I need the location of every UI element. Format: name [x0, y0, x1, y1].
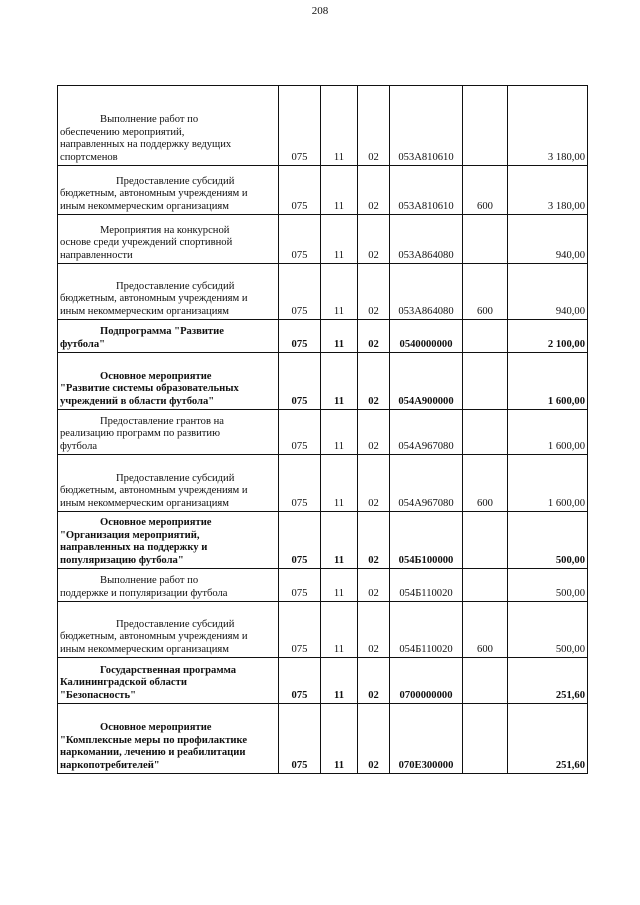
cell-section: 11: [321, 264, 358, 320]
cell-name: [58, 569, 279, 602]
cell-ministry: 075: [279, 353, 321, 410]
cell-name: [58, 320, 279, 353]
name-line: Подпрограмма "Развитие: [100, 326, 224, 337]
budget-table-body: [58, 86, 588, 774]
cell-ministry: 075: [279, 86, 321, 166]
name-line: "Развитие системы образовательных: [60, 383, 239, 394]
table-row: [58, 86, 588, 166]
cell-name: [58, 455, 279, 512]
cell-expense-type: [463, 512, 508, 569]
cell-section: 11: [321, 658, 358, 704]
cell-ministry: 075: [279, 166, 321, 215]
budget-table: [57, 85, 588, 774]
cell-section: 11: [321, 353, 358, 410]
name-line: поддержке и популяризации футбола: [60, 587, 228, 599]
name-line: реализацию программ по развитию: [60, 428, 221, 439]
table-row: [58, 264, 588, 320]
cell-section: 11: [321, 410, 358, 455]
cell-expense-type: [463, 86, 508, 166]
page-number: 208: [311, 5, 329, 17]
name-line: основе среди учреждений спортивной: [60, 237, 233, 248]
cell-amount: 940,00: [508, 264, 588, 320]
cell-expense-type: [463, 215, 508, 264]
cell-expense-type: [463, 353, 508, 410]
table-row: [58, 569, 588, 602]
cell-target-article: 053А810610: [390, 86, 463, 166]
cell-section: 11: [321, 166, 358, 215]
name-line: бюджетным, автономным учреждениям и: [60, 631, 248, 642]
name-line: Предоставление грантов на: [100, 415, 224, 427]
name-line: Основное мероприятие: [100, 722, 212, 733]
cell-target-article: 054Б110020: [390, 569, 463, 602]
cell-expense-type: 600: [463, 166, 508, 215]
cell-target-article: 054А967080: [390, 410, 463, 455]
cell-target-article: 053А864080: [390, 215, 463, 264]
name-line: спортсменов: [60, 151, 118, 163]
table-row: [58, 704, 588, 774]
name-line: Выполнение работ по: [100, 114, 199, 125]
cell-ministry: 075: [279, 658, 321, 704]
name-line: Предоставление субсидий: [116, 472, 235, 484]
cell-expense-type: 600: [463, 455, 508, 512]
cell-ministry: 075: [279, 320, 321, 353]
name-line: "Организация мероприятий,: [60, 529, 200, 541]
name-line: Мероприятия на конкурсной: [100, 224, 230, 236]
name-line: иным некоммерческим организациям: [60, 643, 229, 655]
cell-name: [58, 86, 279, 166]
name-line: Предоставление субсидий: [116, 280, 235, 292]
table-row: [58, 455, 588, 512]
table-row: [58, 410, 588, 455]
cell-expense-type: [463, 658, 508, 704]
cell-target-article: 070Е300000: [390, 704, 463, 774]
cell-ministry: 075: [279, 410, 321, 455]
name-line: Государственная программа: [100, 664, 237, 676]
cell-amount: 1 600,00: [508, 410, 588, 455]
name-line: Предоставление субсидий: [116, 175, 235, 187]
cell-name: [58, 264, 279, 320]
cell-section: 11: [321, 512, 358, 569]
name-line: учреждений в области футбола": [60, 395, 215, 407]
name-line: футбола": [60, 338, 106, 350]
cell-amount: 1 600,00: [508, 353, 588, 410]
cell-amount: 940,00: [508, 215, 588, 264]
cell-target-article: 0540000000: [390, 320, 463, 353]
cell-target-article: 054А967080: [390, 455, 463, 512]
cell-ministry: 075: [279, 455, 321, 512]
cell-section: 11: [321, 86, 358, 166]
cell-name: [58, 602, 279, 658]
name-line: бюджетным, автономным учреждениям и: [60, 293, 248, 304]
cell-name: [58, 353, 279, 410]
cell-subsection: 02: [358, 166, 390, 215]
name-line: направленных на поддержку ведущих: [60, 139, 232, 150]
cell-amount: 3 180,00: [508, 166, 588, 215]
cell-subsection: 02: [358, 353, 390, 410]
cell-subsection: 02: [358, 264, 390, 320]
name-line: Основное мероприятие: [100, 517, 212, 528]
cell-amount: 251,60: [508, 658, 588, 704]
cell-subsection: 02: [358, 215, 390, 264]
cell-section: 11: [321, 704, 358, 774]
cell-name: [58, 704, 279, 774]
cell-target-article: 053А810610: [390, 166, 463, 215]
cell-name: [58, 215, 279, 264]
name-line: наркомании, лечению и реабилитации: [60, 747, 246, 758]
cell-name: [58, 658, 279, 704]
cell-target-article: 054Б100000: [390, 512, 463, 569]
cell-target-article: 054Б110020: [390, 602, 463, 658]
name-line: направленных на поддержку и: [60, 542, 208, 553]
cell-subsection: 02: [358, 455, 390, 512]
table-row: [58, 166, 588, 215]
table-row: [58, 215, 588, 264]
cell-subsection: 02: [358, 320, 390, 353]
cell-amount: 500,00: [508, 569, 588, 602]
name-line: бюджетным, автономным учреждениям и: [60, 188, 248, 199]
table-row: [58, 512, 588, 569]
table-row: [58, 320, 588, 353]
cell-ministry: 075: [279, 264, 321, 320]
name-line: "Комплексные меры по профилактике: [60, 734, 248, 746]
cell-amount: 500,00: [508, 602, 588, 658]
cell-section: 11: [321, 569, 358, 602]
cell-amount: 2 100,00: [508, 320, 588, 353]
name-line: направленности: [60, 249, 133, 261]
cell-subsection: 02: [358, 86, 390, 166]
cell-section: 11: [321, 602, 358, 658]
name-line: обеспечению мероприятий,: [60, 126, 185, 138]
name-line: наркопотребителей": [60, 759, 160, 771]
cell-target-article: 0700000000: [390, 658, 463, 704]
cell-subsection: 02: [358, 704, 390, 774]
cell-subsection: 02: [358, 602, 390, 658]
cell-expense-type: 600: [463, 602, 508, 658]
cell-subsection: 02: [358, 658, 390, 704]
cell-subsection: 02: [358, 512, 390, 569]
cell-section: 11: [321, 455, 358, 512]
cell-ministry: 075: [279, 512, 321, 569]
cell-expense-type: [463, 320, 508, 353]
cell-ministry: 075: [279, 602, 321, 658]
table-row: [58, 353, 588, 410]
cell-subsection: 02: [358, 410, 390, 455]
cell-name: [58, 512, 279, 569]
cell-name: [58, 410, 279, 455]
name-line: иным некоммерческим организациям: [60, 200, 229, 212]
cell-name: [58, 166, 279, 215]
table-row: [58, 602, 588, 658]
cell-section: 11: [321, 320, 358, 353]
name-line: иным некоммерческим организациям: [60, 305, 229, 317]
cell-amount: 500,00: [508, 512, 588, 569]
cell-ministry: 075: [279, 215, 321, 264]
cell-amount: 3 180,00: [508, 86, 588, 166]
cell-ministry: 075: [279, 704, 321, 774]
cell-section: 11: [321, 215, 358, 264]
name-line: Предоставление субсидий: [116, 618, 235, 630]
name-line: Основное мероприятие: [100, 370, 212, 382]
cell-ministry: 075: [279, 569, 321, 602]
cell-subsection: 02: [358, 569, 390, 602]
table-row: [58, 658, 588, 704]
cell-expense-type: 600: [463, 264, 508, 320]
cell-amount: 1 600,00: [508, 455, 588, 512]
cell-amount: 251,60: [508, 704, 588, 774]
name-line: иным некоммерческим организациям: [60, 497, 229, 509]
cell-expense-type: [463, 410, 508, 455]
name-line: Выполнение работ по: [100, 575, 199, 586]
cell-expense-type: [463, 704, 508, 774]
name-line: бюджетным, автономным учреждениям и: [60, 485, 248, 496]
cell-target-article: 053А864080: [390, 264, 463, 320]
cell-target-article: 054А900000: [390, 353, 463, 410]
name-line: "Безопасность": [60, 689, 136, 701]
cell-expense-type: [463, 569, 508, 602]
name-line: футбола: [60, 440, 98, 452]
name-line: популяризацию футбола": [60, 554, 184, 566]
name-line: Калининградской области: [60, 677, 187, 688]
